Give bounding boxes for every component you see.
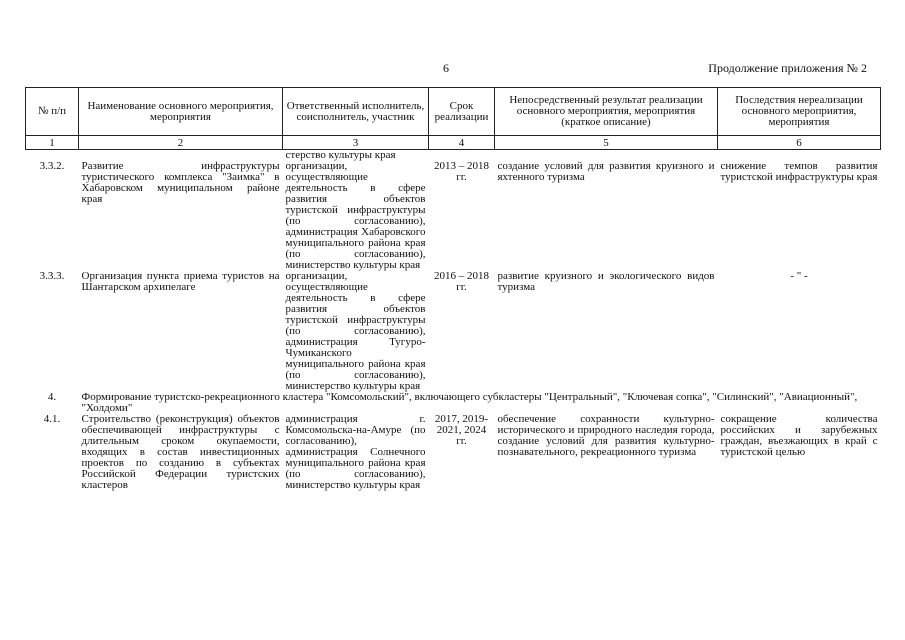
column-header-number: № п/п [26, 88, 79, 136]
column-number: 2 [79, 136, 283, 150]
column-header-consequence: Последствия нереализации основного мероприятия, мероприятия [718, 88, 881, 136]
row-term: 2016 – 2018 гг. [434, 270, 489, 293]
column-numbers-row [26, 136, 881, 150]
section-title: Формирование туристско-рекреационного кластера "Комсомольский", включающего субкластеры "Центральный", "Ключевая сопка", "Силинский", "Авиационный", "Холдоми" [81, 391, 858, 414]
row-number: 3.3.2. [39, 160, 65, 172]
column-number: 6 [718, 136, 881, 150]
column-header-term: Срок реализации [429, 88, 495, 136]
row-term: 2017, 2019-2021, 2024 гг. [434, 413, 489, 447]
section-row [26, 392, 881, 414]
table-row [26, 271, 881, 392]
page-number: 6 [443, 61, 449, 75]
section-number: 4. [47, 391, 57, 403]
table-header-row [26, 88, 881, 136]
column-number: 4 [429, 136, 495, 150]
appendix-note: Продолжение приложения № 2 [708, 61, 867, 75]
row-number: 4.1. [43, 413, 61, 425]
row-number: 3.3.3. [39, 270, 65, 282]
row-result: развитие круизного и экологического видов туризма [497, 270, 715, 293]
row-result: обеспечение сохранности культурно-исторического и природного наследия города, создание условий для развития культурно-познавательного, рекреационного туризма [497, 413, 715, 458]
row-consequence: сокращение количества российских и зарубежных граждан, въезжающих в край с туристской целью [720, 413, 878, 458]
row-consequence: - " - [790, 270, 808, 282]
column-header-name: Наименование основного мероприятия, мероприятия [79, 88, 283, 136]
row-name: Строительство (реконструкция) объектов обеспечивающей инфраструктуры с длительным сроком окупаемости, входящих в состав инвестиционных проектов по созданию в субъектах Российской Федерации туристских кластеров [81, 413, 280, 491]
column-number: 5 [495, 136, 718, 150]
row-name: Развитие инфраструктуры туристического комплекса "Заимка" в Хабаровском муниципальном районе края [81, 160, 280, 205]
row-consequence: снижение темпов развития туристской инфраструктуры края [720, 160, 878, 183]
row-executor: организации, осуществляющие деятельность в сфере развития объектов туристской инфраструктуры (по согласованию), администрация Хабаровского муниципального района края (по согласованию), министерство культуры края [285, 160, 426, 271]
row-executor: организации, осуществляющие деятельность в сфере развития объектов туристской инфраструктуры (по согласованию), администрация Тугуро-Чумиканского муниципального района края (по согласованию), министерство культуры края [285, 270, 426, 392]
measures-table [25, 87, 881, 491]
row-executor: администрация г. Комсомольска-на-Амуре (по согласованию), администрация Солнечного муниципального района края (по согласованию), министерство культуры края [285, 413, 426, 491]
row-name: Организация пункта приема туристов на Шантарском архипелаге [81, 270, 280, 293]
column-header-executor: Ответственный исполнитель, соисполнитель, участник [283, 88, 429, 136]
column-number: 1 [26, 136, 79, 150]
column-header-result: Непосредственный результат реализации основного мероприятия, мероприятия (краткое описание) [495, 88, 718, 136]
carryover-text: стерство культуры края [285, 149, 396, 161]
row-term: 2013 – 2018 гг. [434, 160, 489, 183]
row-result: создание условий для развития круизного и яхтенного туризма [497, 160, 715, 183]
table-row [26, 161, 881, 271]
column-number: 3 [283, 136, 429, 150]
table-row [26, 414, 881, 491]
